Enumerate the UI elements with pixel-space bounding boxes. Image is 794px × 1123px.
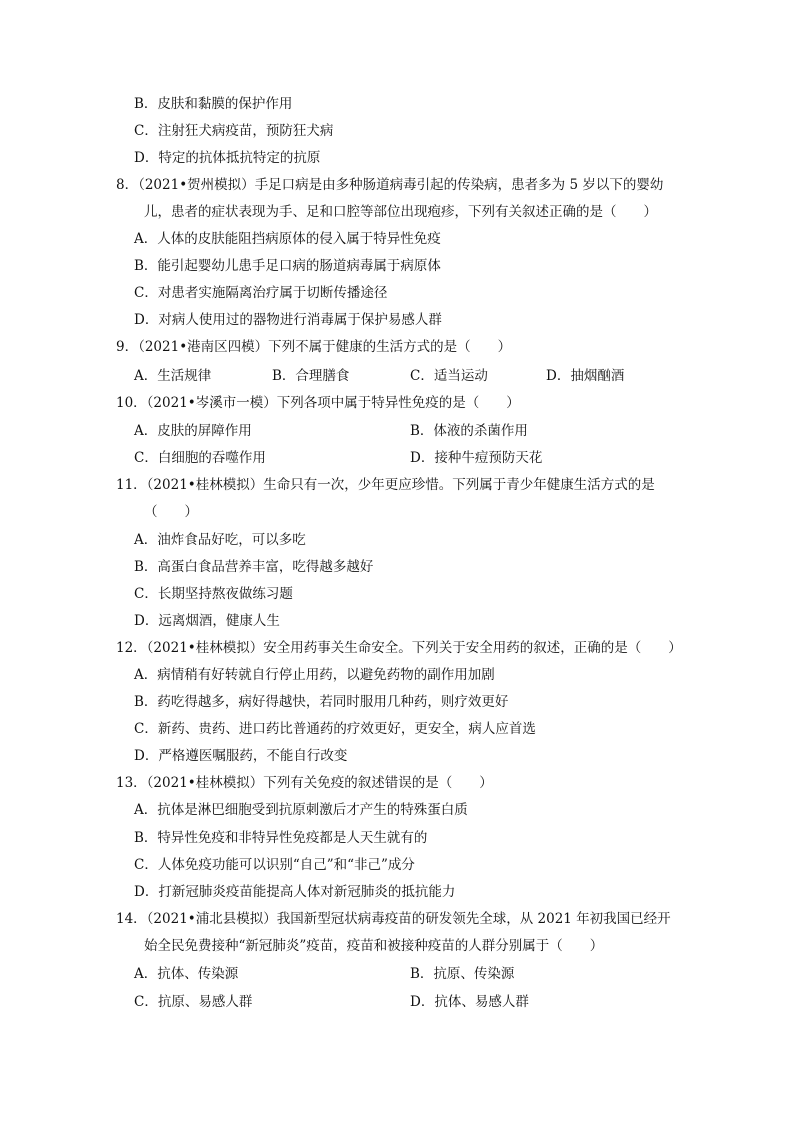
q13-option-d: D．打新冠肺炎疫苗能提高人体对新冠肺炎的抵抗能力 <box>134 884 456 900</box>
q8-option-b: B．能引起婴幼儿患手足口病的肠道病毒属于病原体 <box>134 258 441 274</box>
q13-option-b: B．特异性免疫和非特异性免疫都是人天生就有的 <box>134 830 428 846</box>
q12-option-c: C．新药、贵药、进口药比普通药的疗效更好，更安全，病人应首选 <box>134 721 536 737</box>
q10-option-d: D．接种牛痘预防天花 <box>410 450 543 466</box>
q13-option-c: C．人体免疫功能可以识别“自己”和“非己”成分 <box>134 857 415 873</box>
q8-option-c: C．对患者实施隔离治疗属于切断传播途径 <box>134 285 388 301</box>
q11-stem-line2: （ ） <box>144 504 198 520</box>
q8-stem-line1: 8．（2021•贺州模拟）手足口病是由多种肠道病毒引起的传染病，患者多为 5 岁以下的婴幼 <box>116 177 664 193</box>
q14-option-d: D．抗体、易感人群 <box>410 994 529 1010</box>
q8-stem-line2: 儿，患者的症状表现为手、足和口腔等部位出现疱疹，下列有关叙述正确的是（ ） <box>144 204 657 220</box>
q14-option-a: A．抗体、传染源 <box>134 966 239 982</box>
q11-option-b: B．高蛋白食品营养丰富，吃得越多越好 <box>134 559 374 575</box>
q11-option-a: A．油炸食品好吃，可以多吃 <box>134 532 306 548</box>
q11-option-c: C．长期坚持熬夜做练习题 <box>134 586 293 602</box>
q7-option-c: C．注射狂犬病疫苗，预防狂犬病 <box>134 123 334 139</box>
q12-option-b: B．药吃得越多，病好得越快，若同时服用几种药，则疗效更好 <box>134 694 509 710</box>
q8-option-d: D．对病人使用过的器物进行消毒属于保护易感人群 <box>134 312 442 328</box>
q10-stem: 10．（2021•岑溪市一模）下列各项中属于特异性免疫的是（ ） <box>116 395 520 411</box>
q14-stem-line1: 14．（2021•浦北县模拟）我国新型冠状病毒疫苗的研发领先全球，从 2021 年初我国已经开 <box>116 911 671 927</box>
q9-stem: 9．（2021•港南区四模）下列不属于健康的生活方式的是（ ） <box>116 339 512 355</box>
q13-option-a: A．抗体是淋巴细胞受到抗原刺激后才产生的特殊蛋白质 <box>134 802 468 818</box>
q7-option-d: D．特定的抗体抵抗特定的抗原 <box>134 150 321 166</box>
q10-option-a: A．皮肤的屏障作用 <box>134 423 252 439</box>
q14-option-c: C．抗原、易感人群 <box>134 994 253 1010</box>
q14-option-b: B．抗原、传染源 <box>410 966 515 982</box>
q13-stem: 13．（2021•桂林模拟）下列有关免疫的叙述错误的是（ ） <box>116 775 493 791</box>
q9-option-a: A．生活规律 <box>134 368 212 384</box>
q11-stem-line1: 11．（2021•桂林模拟）生命只有一次，少年更应珍惜。下列属于青少年健康生活方式的是 <box>116 477 655 493</box>
q10-option-c: C．白细胞的吞噬作用 <box>134 450 266 466</box>
q12-option-a: A．病情稍有好转就自行停止用药，以避免药物的副作用加剧 <box>134 667 495 683</box>
q9-option-c: C．适当运动 <box>410 368 488 384</box>
q9-option-d: D．抽烟酗酒 <box>546 368 625 384</box>
q9-option-b: B．合理膳食 <box>272 368 350 384</box>
q14-stem-line2: 始全民免费接种“新冠肺炎”疫苗，疫苗和被接种疫苗的人群分别属于（ ） <box>144 938 604 954</box>
q8-option-a: A．人体的皮肤能阻挡病原体的侵入属于特异性免疫 <box>134 231 441 247</box>
q12-option-d: D．严格遵医嘱服药，不能自行改变 <box>134 748 348 764</box>
q11-option-d: D．远离烟酒，健康人生 <box>134 613 280 629</box>
q7-option-b: B．皮肤和黏膜的保护作用 <box>134 96 293 112</box>
q10-option-b: B．体液的杀菌作用 <box>410 423 528 439</box>
q12-stem: 12．（2021•桂林模拟）安全用药事关生命安全。下列关于安全用药的叙述，正确的是（ ） <box>116 640 682 656</box>
